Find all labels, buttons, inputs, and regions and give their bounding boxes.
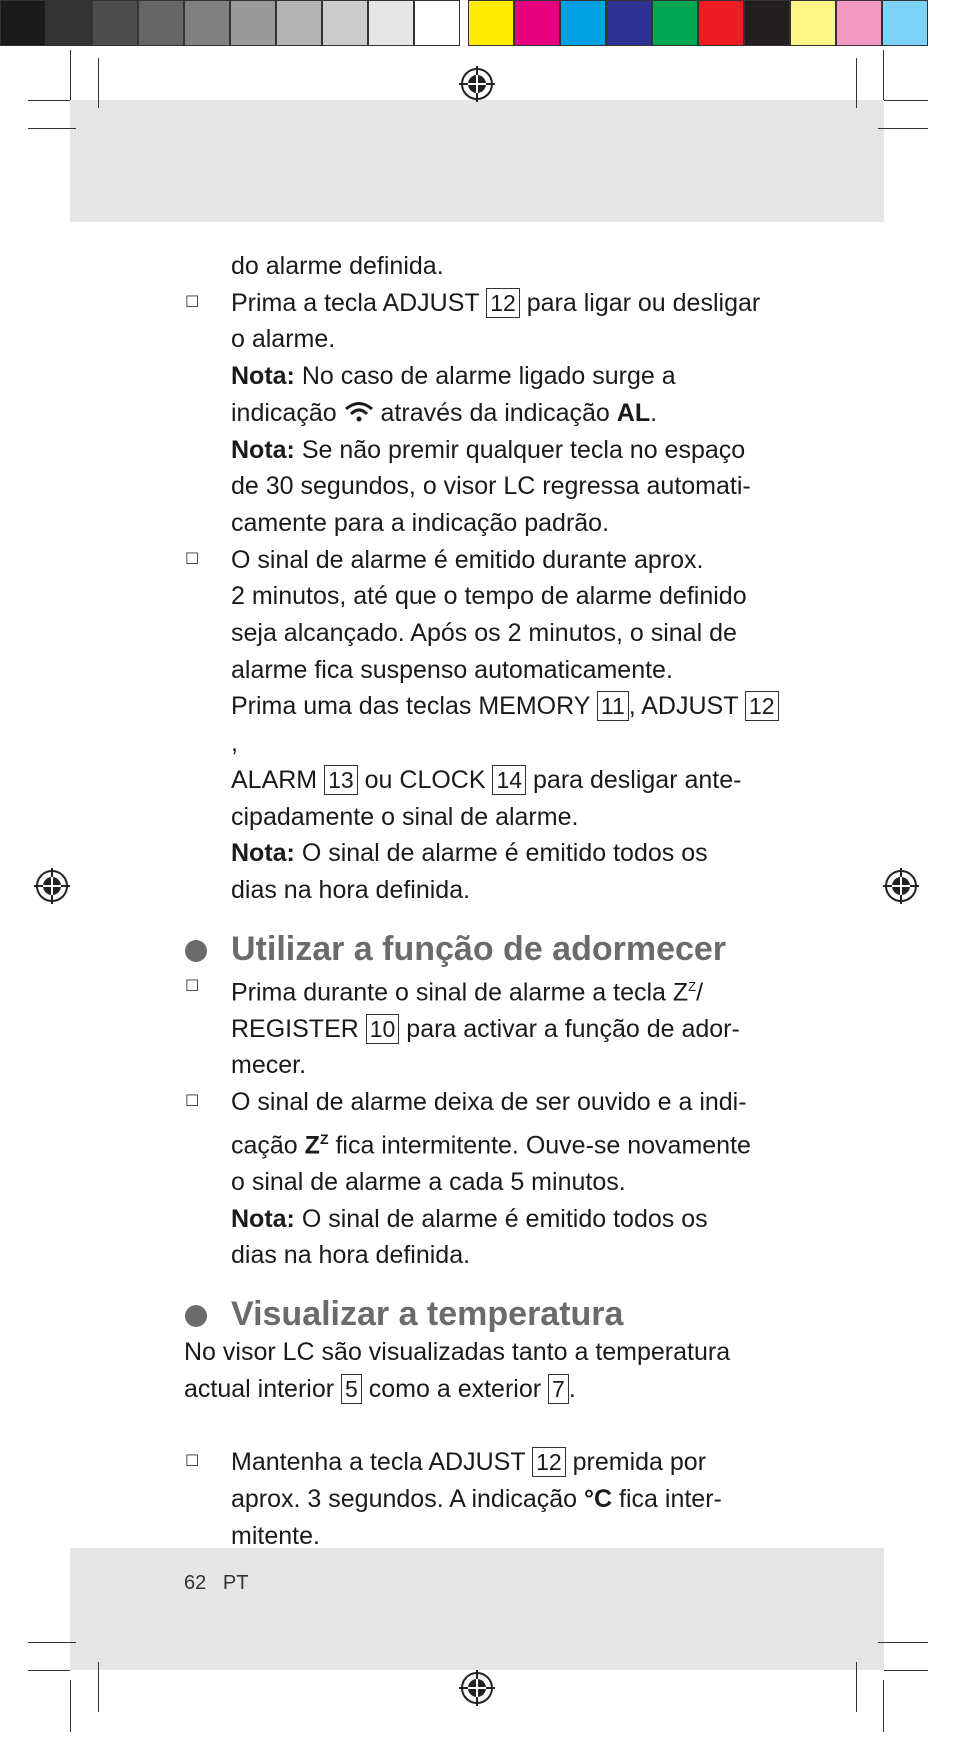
color-swatch xyxy=(184,0,230,46)
text: . xyxy=(650,398,658,427)
superscript: Z xyxy=(319,1130,329,1147)
text: para desligar ante- xyxy=(526,765,742,794)
text: através da indicação xyxy=(373,398,617,427)
crop-mark xyxy=(28,1670,70,1671)
color-swatch xyxy=(0,0,46,46)
wifi-signal-icon xyxy=(344,401,374,423)
color-swatch xyxy=(230,0,276,46)
text-line: 2 minutos, até que o tempo de alarme definido xyxy=(231,582,747,611)
page-footer xyxy=(184,1572,248,1595)
crop-mark xyxy=(70,50,71,100)
key-number-box: 12 xyxy=(486,288,520,318)
footer-band xyxy=(70,1548,884,1670)
note-label: Nota: xyxy=(231,1204,295,1233)
key-number-box: 7 xyxy=(548,1374,569,1404)
superscript: Z xyxy=(688,978,697,994)
text: ou CLOCK xyxy=(357,765,493,794)
text: . xyxy=(568,1374,576,1403)
text-line: cipadamente o sinal de alarme. xyxy=(231,802,579,831)
checkbox-square-icon: ☐ xyxy=(185,977,200,995)
list-item xyxy=(185,285,784,542)
color-swatch xyxy=(138,0,184,46)
key-number-box: 12 xyxy=(532,1447,566,1477)
crop-mark xyxy=(70,1680,71,1732)
text: fica inter- xyxy=(612,1485,722,1514)
color-swatch xyxy=(92,0,138,46)
crop-mark xyxy=(28,1642,76,1643)
text-line: o sinal de alarme a cada 5 minutos. xyxy=(231,1167,626,1196)
note-label: Nota: xyxy=(231,839,295,868)
text: O sinal de alarme é emitido todos os xyxy=(294,1204,708,1233)
crop-mark xyxy=(856,1662,857,1712)
al-indicator: AL xyxy=(616,398,651,427)
color-swatch xyxy=(322,0,368,46)
key-number-box: 11 xyxy=(597,691,629,721)
page-body xyxy=(184,248,784,1554)
checkbox-square-icon: ☐ xyxy=(185,1453,200,1471)
text-line: O sinal de alarme é emitido durante aprox. xyxy=(231,545,704,574)
color-swatch xyxy=(514,0,560,46)
key-number-box: 5 xyxy=(341,1374,362,1404)
text: para ligar ou desligar xyxy=(519,288,761,317)
text-line: do alarme definida. xyxy=(231,252,444,280)
text: / xyxy=(696,977,704,1006)
text-line: o alarme. xyxy=(231,325,336,354)
text: premida por xyxy=(565,1448,707,1477)
registration-mark-icon xyxy=(34,868,70,904)
filled-circle-icon xyxy=(185,1305,207,1327)
text: aprox. 3 segundos. A indicação xyxy=(231,1485,585,1514)
color-swatch xyxy=(560,0,606,46)
text: indicação xyxy=(231,398,344,427)
text: como a exterior xyxy=(361,1374,549,1403)
key-number-box: 13 xyxy=(324,765,358,795)
heading-text: Utilizar a função de adormecer xyxy=(231,929,727,968)
checkbox-square-icon: ☐ xyxy=(185,293,200,311)
list-item xyxy=(185,1444,784,1554)
text: Prima durante o sinal de alarme a tecla Z xyxy=(231,977,689,1006)
text: No caso de alarme ligado surge a xyxy=(294,362,676,391)
note-label: Nota: xyxy=(231,362,295,391)
crop-mark xyxy=(856,58,857,108)
text: para activar a função de ador- xyxy=(399,1014,740,1043)
text: ALARM xyxy=(231,765,325,794)
registration-mark-icon xyxy=(459,1670,495,1706)
color-swatch xyxy=(468,0,514,46)
color-swatch xyxy=(836,0,882,46)
text-line: dias na hora definida. xyxy=(231,1241,471,1270)
text: Prima uma das teclas MEMORY xyxy=(231,692,597,721)
heading-text: Visualizar a temperatura xyxy=(231,1294,624,1333)
section-heading xyxy=(231,1294,784,1334)
list-item xyxy=(185,542,784,909)
registration-mark-icon xyxy=(883,868,919,904)
text-line: de 30 segundos, o visor LC regressa automati- xyxy=(231,472,751,501)
text: , ADJUST xyxy=(628,692,745,721)
text: REGISTER xyxy=(231,1014,366,1043)
text: Prima a tecla ADJUST xyxy=(231,288,480,317)
crop-mark xyxy=(883,1680,884,1732)
list-item xyxy=(185,1084,784,1274)
key-number-box: 12 xyxy=(745,691,779,721)
text: actual interior xyxy=(184,1374,342,1403)
text-line: O sinal de alarme deixa de ser ouvido e a indi- xyxy=(231,1088,747,1117)
section-heading xyxy=(231,929,784,969)
crop-mark xyxy=(28,100,70,101)
crop-mark xyxy=(98,1662,99,1712)
text: , xyxy=(231,729,238,758)
text: Mantenha a tecla ADJUST xyxy=(231,1448,533,1477)
color-swatch xyxy=(46,0,92,46)
crop-mark xyxy=(878,1642,928,1643)
header-band xyxy=(70,100,884,222)
page-number: 62 xyxy=(184,1572,207,1594)
color-swatch xyxy=(276,0,322,46)
crop-mark xyxy=(98,58,99,108)
color-swatch xyxy=(698,0,744,46)
crop-mark xyxy=(878,128,928,129)
color-swatch xyxy=(606,0,652,46)
language-code: PT xyxy=(222,1572,249,1594)
text-line: mitente. xyxy=(231,1521,320,1550)
key-number-box: 10 xyxy=(366,1014,400,1044)
color-swatch xyxy=(368,0,414,46)
color-swatch xyxy=(744,0,790,46)
checkbox-square-icon: ☐ xyxy=(185,1093,200,1111)
color-swatch xyxy=(790,0,836,46)
key-number-box: 14 xyxy=(492,765,526,795)
text-line: No visor LC são visualizadas tanto a temperatura xyxy=(184,1337,731,1366)
filled-circle-icon xyxy=(185,940,207,962)
text: Se não premir qualquer tecla no espaço xyxy=(294,435,746,464)
snooze-symbol: Z xyxy=(304,1131,320,1160)
text-line: dias na hora definida. xyxy=(231,875,471,904)
text-line: camente para a indicação padrão. xyxy=(231,508,610,537)
note-label: Nota: xyxy=(231,435,295,464)
registration-mark-icon xyxy=(459,66,495,102)
color-swatch xyxy=(882,0,928,46)
text: cação xyxy=(231,1131,305,1160)
text: O sinal de alarme é emitido todos os xyxy=(294,839,708,868)
text-line: seja alcançado. Após os 2 minutos, o sinal de xyxy=(231,619,737,648)
color-swatch xyxy=(414,0,460,46)
text: fica intermitente. Ouve-se novamente xyxy=(328,1131,751,1160)
checkbox-square-icon: ☐ xyxy=(185,550,200,568)
crop-mark xyxy=(884,1670,928,1671)
crop-mark xyxy=(883,50,884,100)
text-line: alarme fica suspenso automaticamente. xyxy=(231,655,673,684)
text-line: mecer. xyxy=(231,1051,307,1080)
crop-mark xyxy=(884,100,928,101)
color-calibration-bar xyxy=(0,0,928,48)
color-swatch xyxy=(652,0,698,46)
celsius-indicator: °C xyxy=(584,1485,613,1514)
crop-mark xyxy=(28,128,76,129)
list-item xyxy=(185,969,784,1084)
